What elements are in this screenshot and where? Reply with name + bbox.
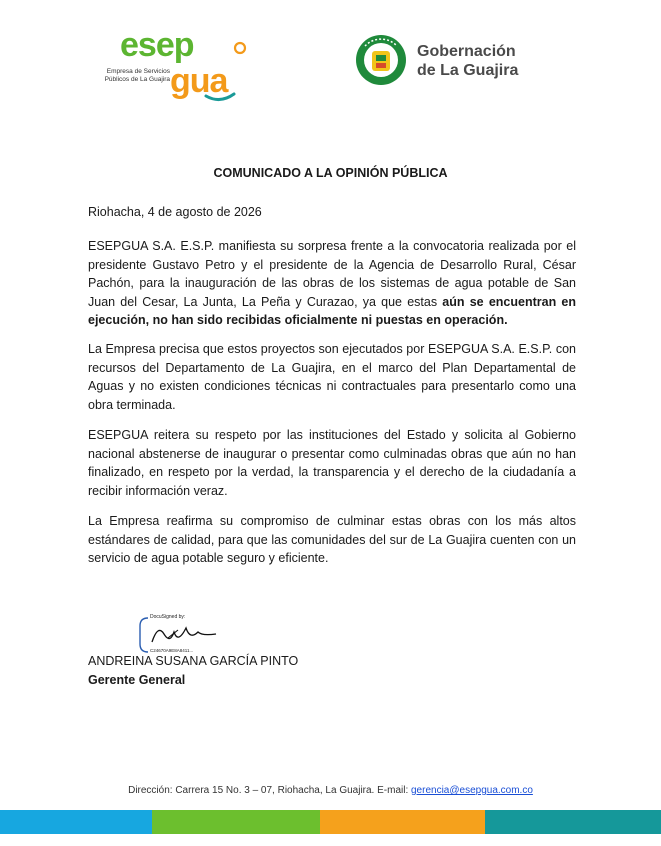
gobernacion-logo: [355, 34, 545, 86]
gobernacion-line2: de La Guajira: [417, 62, 519, 79]
signer-name: ANDREINA SUSANA GARCÍA PINTO: [88, 654, 299, 668]
svg-text:gua: gua: [170, 62, 228, 100]
docusign-label: DocuSigned by:: [150, 614, 186, 620]
bar-segment-green: [152, 810, 320, 834]
signer-role: Gerente General: [88, 673, 186, 687]
footer-address-text: Dirección: Carrera 15 No. 3 – 07, Riohacha, La Guajira. E-mail:: [128, 785, 411, 796]
paragraph-3: ESEPGUA reitera su respeto por las instituciones del Estado y solicita al Gobierno nacional abstenerse de inaugurar o presentar como culminadas obras que aún no han finalizado, en respeto por la verdad, la transparencia y el derecho de la ciudadanía a recibir información veraz.: [88, 428, 576, 498]
gobernacion-seal-icon: [355, 34, 407, 86]
esepgua-wordmark: [118, 26, 248, 102]
esepgua-subtitle: Empresa de Servicios Públicos de La Guajira: [104, 68, 170, 83]
bar-segment-blue: [0, 810, 152, 834]
svg-text:esep: esep: [120, 26, 194, 64]
esepgua-logo: [88, 26, 248, 104]
document-title: COMUNICADO A LA OPINIÓN PÚBLICA: [213, 166, 448, 180]
docusign-id: C24670A9E8A8411...: [150, 648, 194, 653]
footer-email-link[interactable]: gerencia@esepgua.com.co: [411, 785, 533, 796]
paragraph-2: La Empresa precisa que estos proyectos son ejecutados por ESEPGUA S.A. E.S.P. con recursos del Departamento de La Guajira, en el marco del Plan Departamental de Aguas y no existen condiciones técnicas ni contractuales para presentarlo como una obra terminada.: [88, 342, 576, 412]
paragraph-1-bold: aún se encuentran en ejecución, no han sido recibidas oficialmente ni puestas en operación.: [88, 294, 576, 327]
footer-color-bar: [0, 810, 661, 834]
paragraph-4: La Empresa reafirma su compromiso de culminar estas obras con los más altos estándares de calidad, para que las comunidades del sur de La Guajira cuenten con un servicio de agua potable seguro y eficiente.: [88, 514, 576, 565]
gobernacion-name: [417, 42, 518, 80]
document-date: Riohacha, 4 de agosto de 2026: [88, 205, 262, 219]
bar-segment-orange: [320, 810, 485, 834]
footer-address: [0, 785, 661, 796]
bar-segment-teal: [485, 810, 661, 834]
gobernacion-line1: Gobernación: [417, 43, 516, 60]
paragraph-1-text: ESEPGUA S.A. E.S.P. manifiesta su sorpresa frente a la convocatoria realizada por el presidente Gustavo Petro y el presidente de la Agencia de Desarrollo Rural, César Pachón, para la inauguración de las obras de los sistemas de agua potable de San Juan del Cesar, La Junta, La Peña y Curazao, ya que estas: [88, 239, 576, 309]
paragraph-1: [88, 237, 576, 330]
docusign-signature: [138, 614, 238, 656]
